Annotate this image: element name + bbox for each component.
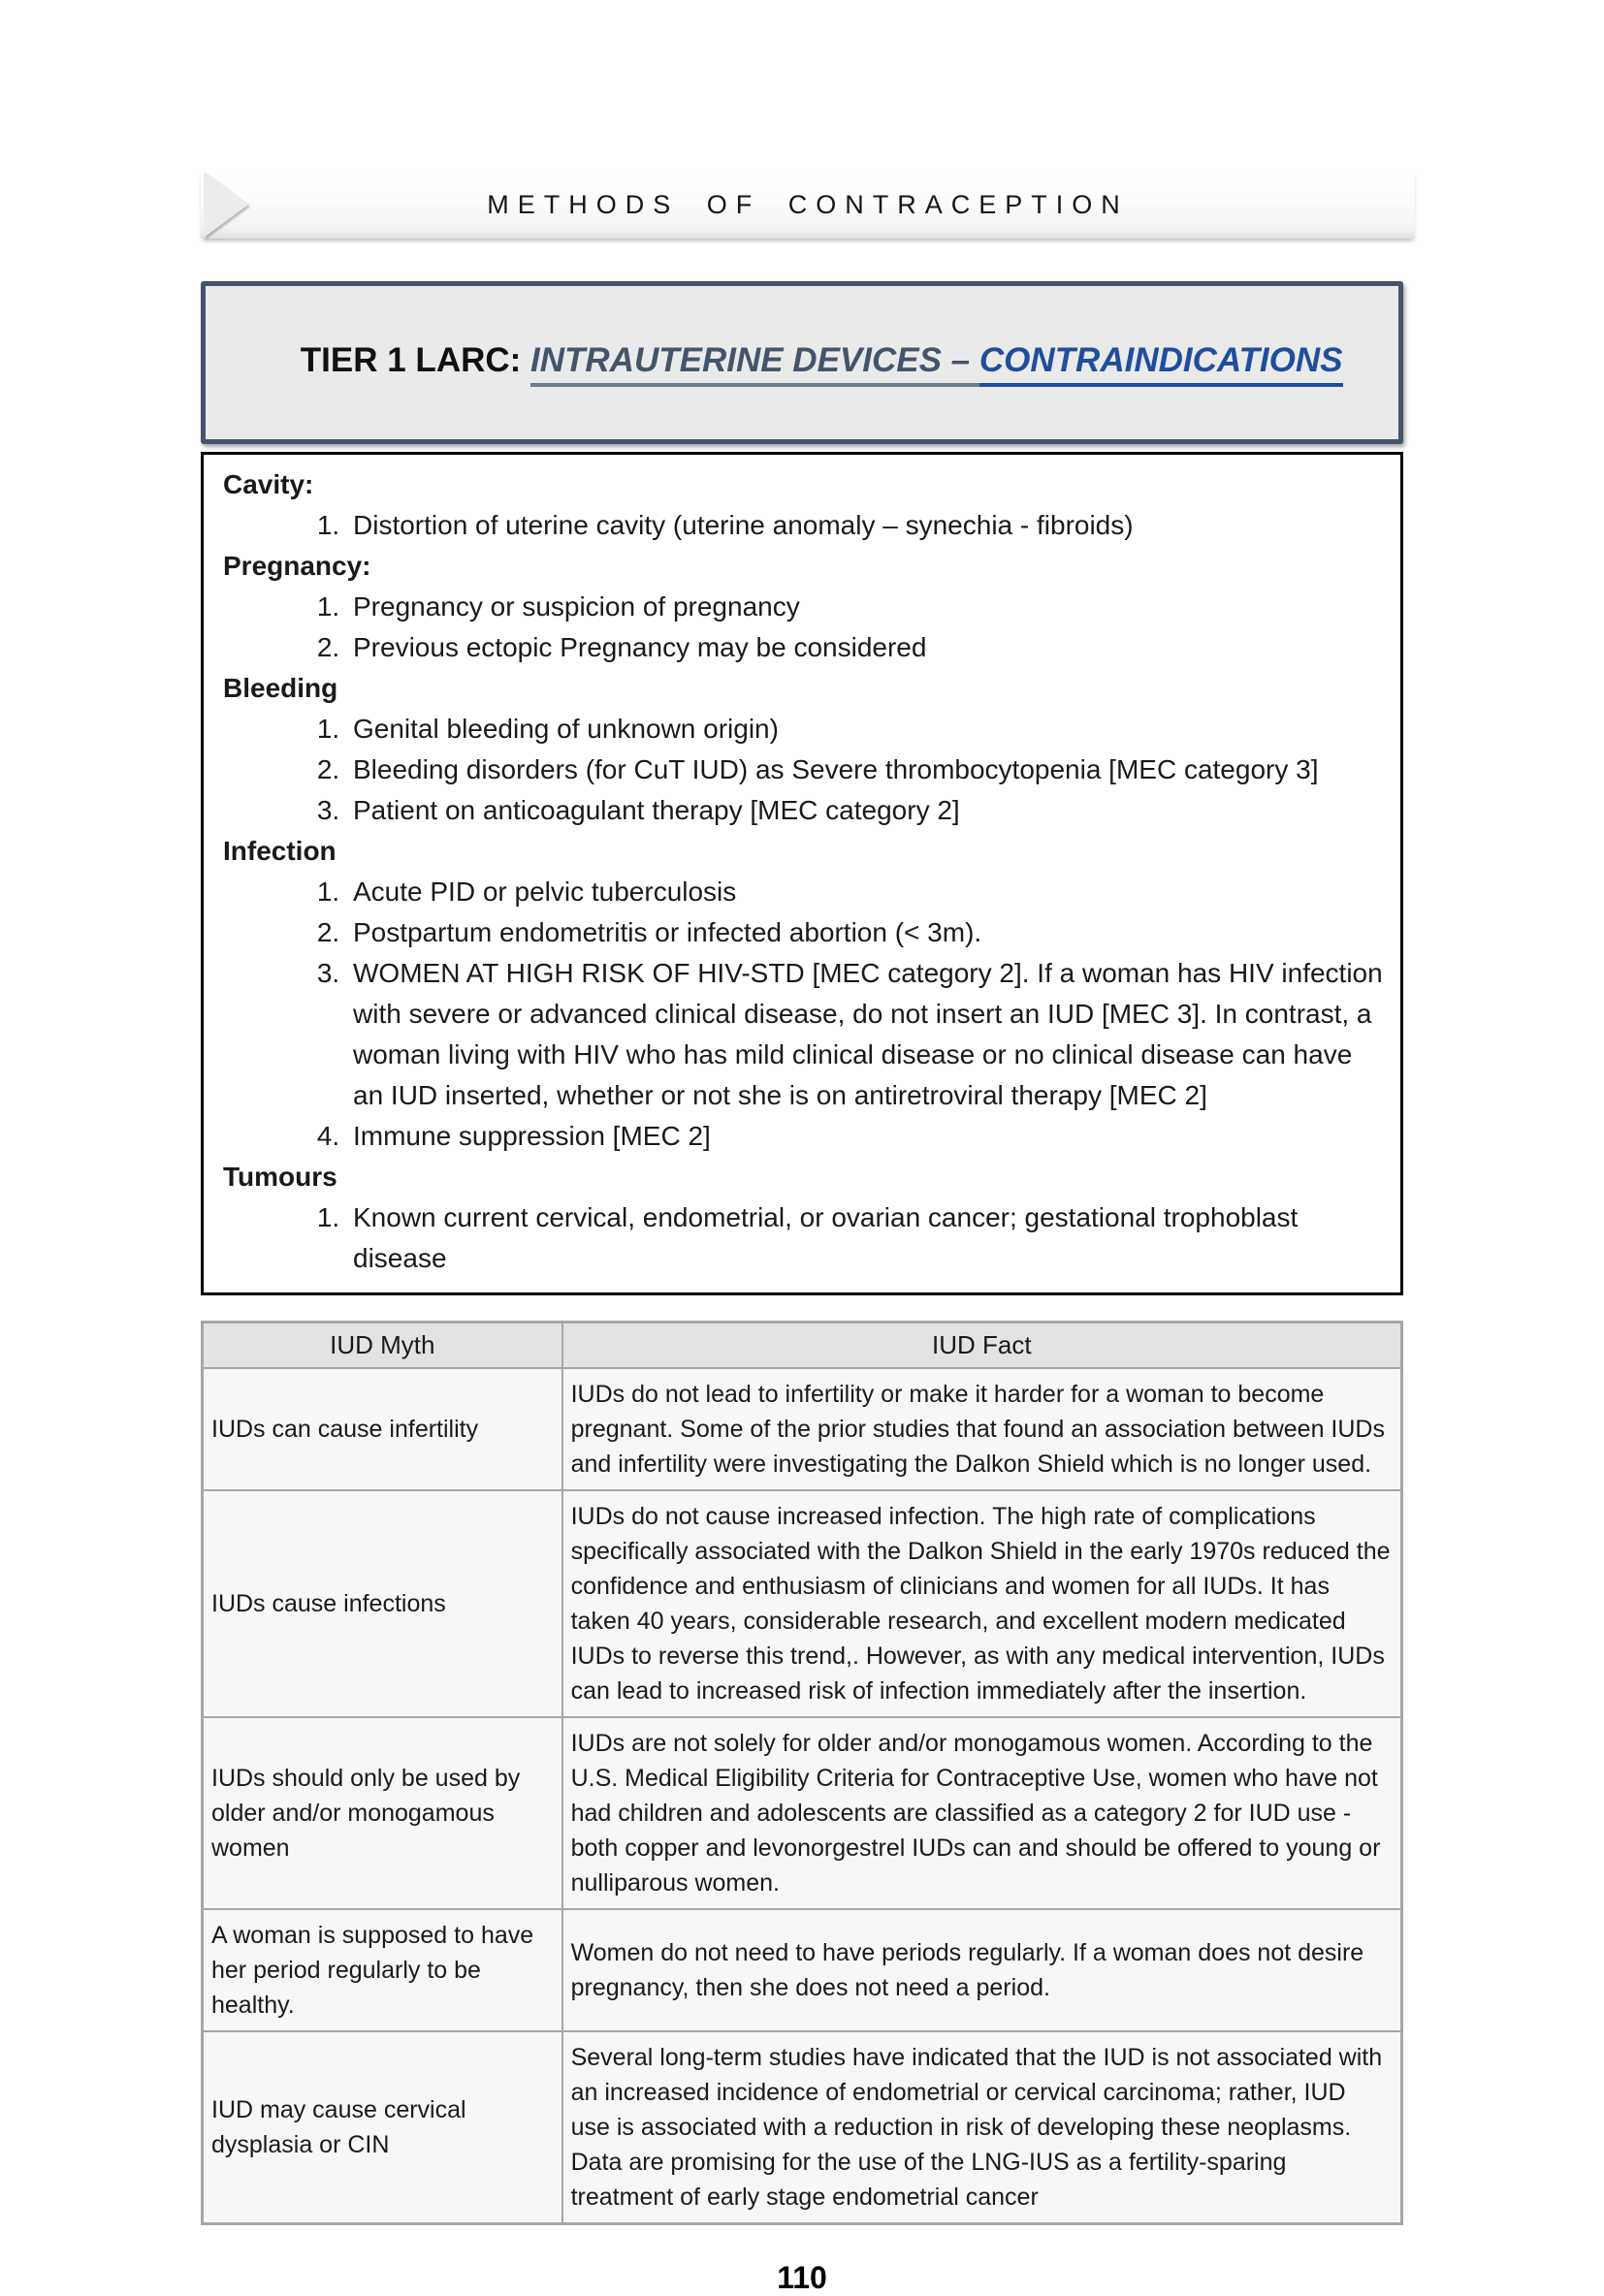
contraindications-box [201,452,1403,1295]
myth-cell: A woman is supposed to have her period regularly to be healthy. [203,1909,562,2031]
myth-cell: IUDs should only be used by older and/or monogamous women [203,1717,562,1909]
contraindication-item: 1. Acute PID or pelvic tuberculosis [347,872,1383,912]
table-row [203,1490,1402,1717]
myth-table-body [203,1368,1402,2224]
contraindications-list [223,464,1383,1279]
section-heading: Bleeding [223,673,338,703]
contraindication-item: 2. Postpartum endometritis or infected abortion (< 3m). [347,912,1383,953]
title-device-part: INTRAUTERINE DEVICES – [530,341,979,387]
banner-title: METHODS OF CONTRACEPTION [487,189,1129,219]
contraindication-section [223,1157,1383,1279]
myth-cell: IUDs cause infections [203,1490,562,1717]
contraindication-item: 2. Bleeding disorders (for CuT IUD) as Severe thrombocytopenia [MEC category 3] [347,749,1383,790]
table-row [203,1909,1402,2031]
contraindication-item: 3. WOMEN AT HIGH RISK OF HIV-STD [MEC category 2]. If a woman has HIV infection with severe or advanced clinical disease, do not insert an IUD [MEC 3]. In contrast, a woman living with HIV who has mild clinical disease or no clinical disease can have an IUD inserted, whether or not she is on antiretroviral therapy [MEC 2] [347,953,1383,1116]
contraindication-item: 2. Previous ectopic Pregnancy may be considered [347,627,1383,668]
contraindication-item: 1. Known current cervical, endometrial, or ovarian cancer; gestational trophoblast disease [347,1197,1383,1279]
contraindication-item: 1. Genital bleeding of unknown origin) [347,709,1383,749]
contraindication-item: 4. Immune suppression [MEC 2] [347,1116,1383,1157]
section-item-list [223,872,1383,1157]
section-title [225,303,1385,419]
table-header-row [203,1323,1402,1369]
section-heading: Pregnancy: [223,551,371,581]
title-contraindications-part: CONTRAINDICATIONS [979,341,1343,387]
section-heading: Tumours [223,1162,337,1192]
page-number: 110 [777,2260,827,2295]
myth-fact-table [201,1321,1403,2225]
page-banner [201,171,1415,239]
section-item-list [223,505,1383,546]
section-item-list [223,709,1383,831]
fact-cell: Women do not need to have periods regularly. If a woman does not desire pregnancy, then she does not need a period. [562,1909,1402,2031]
myth-column-header: IUD Myth [203,1323,562,1369]
fact-cell: IUDs do not lead to infertility or make it harder for a woman to become pregnant. Some of the prior studies that found an association between IUDs and infertility were investigating the Dalkon Shield which is no longer used. [562,1368,1402,1490]
myth-cell: IUD may cause cervical dysplasia or CIN [203,2031,562,2224]
section-title-box [201,281,1403,444]
fact-cell: IUDs are not solely for older and/or monogamous women. According to the U.S. Medical Eligibility Criteria for Contraceptive Use, women who have not had children and adolescents are classified as a category 2 for IUD use - both copper and levonorgestrel IUDs can and should be offered to young or nulliparous women. [562,1717,1402,1909]
contraindication-section [223,668,1383,831]
section-item-list [223,1197,1383,1279]
contraindication-section [223,464,1383,546]
table-row [203,2031,1402,2224]
title-prefix: TIER 1 LARC: [300,341,531,379]
contraindication-section [223,546,1383,668]
contraindication-item: 1. Pregnancy or suspicion of pregnancy [347,587,1383,627]
table-row [203,1368,1402,1490]
myth-cell: IUDs can cause infertility [203,1368,562,1490]
contraindication-section [223,831,1383,1157]
table-row [203,1717,1402,1909]
contraindication-item: 1. Distortion of uterine cavity (uterine anomaly – synechia - fibroids) [347,505,1383,546]
banner-arrow-icon [204,172,248,238]
section-heading: Cavity: [223,469,314,499]
content-column [201,171,1403,2296]
contraindication-item: 3. Patient on anticoagulant therapy [MEC category 2] [347,790,1383,831]
section-item-list [223,587,1383,668]
fact-cell: Several long-term studies have indicated that the IUD is not associated with an increased incidence of endometrial or cervical carcinoma; rather, IUD use is associated with a reduction in risk of developing these neoplasms. Data are promising for the use of the LNG-IUS as a fertility-sparing treatment of early stage endometrial cancer [562,2031,1402,2224]
fact-cell: IUDs do not cause increased infection. The high rate of complications specifically associated with the Dalkon Shield in the early 1970s reduced the confidence and enthusiasm of clinicians and women for all IUDs. It has taken 40 years, considerable research, and excellent modern medicated IUDs to reverse this trend,. However, as with any medical intervention, IUDs can lead to increased risk of infection immediately after the insertion. [562,1490,1402,1717]
section-heading: Infection [223,836,337,866]
fact-column-header: IUD Fact [562,1323,1402,1369]
